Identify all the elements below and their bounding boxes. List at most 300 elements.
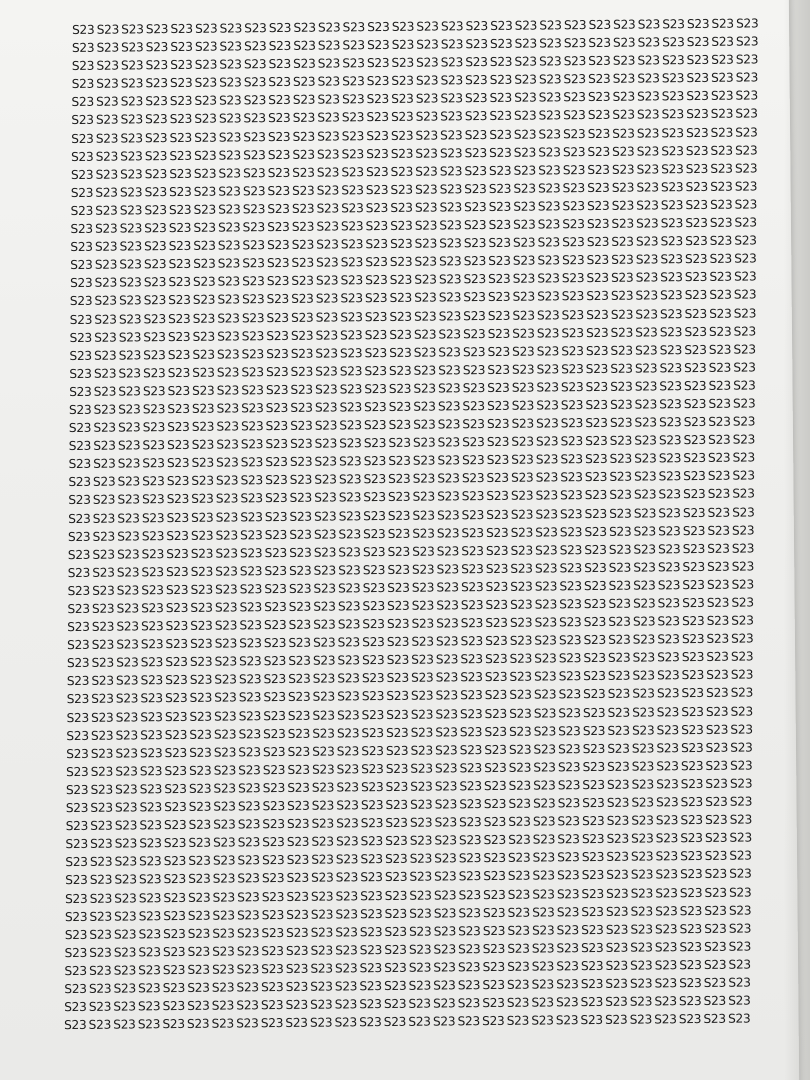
repeated-label: S23 [389,273,413,288]
repeated-label: S23 [113,999,136,1014]
repeated-label: S23 [679,939,702,954]
repeated-label: S23 [91,619,115,634]
repeated-label: S23 [556,904,580,919]
repeated-label: S23 [360,798,384,813]
repeated-label: S23 [436,562,460,577]
repeated-label: S23 [509,669,532,685]
repeated-label: S23 [655,849,679,864]
repeated-label: S23 [118,348,142,363]
repeated-label: S23 [605,1012,628,1028]
repeated-label: S23 [337,689,360,704]
repeated-label: S23 [167,365,191,380]
repeated-label: S23 [611,162,635,177]
repeated-label: S23 [387,580,410,595]
repeated-label: S23 [562,235,585,250]
repeated-label: S23 [190,564,214,579]
repeated-label: S23 [612,108,635,123]
repeated-label: S23 [334,961,358,976]
repeated-label: S23 [661,53,685,68]
repeated-label: S23 [292,183,315,198]
repeated-label: S23 [734,179,758,194]
repeated-label: S23 [360,816,384,831]
repeated-label: S23 [439,200,462,215]
repeated-label: S23 [657,596,681,611]
repeated-label: S23 [484,724,507,739]
repeated-label: S23 [511,452,534,468]
repeated-label: S23 [730,649,754,664]
repeated-label: S23 [218,148,242,163]
repeated-label: S23 [439,164,463,179]
repeated-label: S23 [685,143,709,158]
repeated-label: S23 [293,56,316,72]
repeated-label: S23 [461,453,485,468]
repeated-label: S23 [65,837,88,852]
repeated-label: S23 [485,615,508,631]
repeated-label: S23 [145,58,169,73]
repeated-label: S23 [436,616,459,631]
repeated-label: S23 [682,577,705,593]
repeated-label: S23 [237,817,261,832]
repeated-label: S23 [532,832,556,847]
repeated-label: S23 [215,509,239,525]
repeated-label: S23 [461,525,484,540]
repeated-label: S23 [286,925,309,940]
repeated-label: S23 [635,324,658,340]
repeated-label: S23 [656,777,679,792]
repeated-label: S23 [335,870,359,885]
repeated-label: S23 [732,486,755,502]
repeated-label: S23 [588,35,611,51]
repeated-label: S23 [142,474,165,489]
repeated-label: S23 [141,601,164,616]
repeated-label: S23 [710,125,734,140]
repeated-label: S23 [292,129,315,144]
repeated-label: S23 [686,89,709,104]
repeated-label: S23 [238,690,262,705]
repeated-label: S23 [484,688,508,703]
repeated-label: S23 [580,995,604,1010]
repeated-label: S23 [507,959,530,974]
repeated-label: S23 [212,944,235,959]
repeated-label: S23 [120,130,143,146]
repeated-label: S23 [189,745,212,760]
repeated-label: S23 [708,432,731,448]
repeated-label: S23 [340,327,363,343]
repeated-label: S23 [293,20,316,35]
repeated-label: S23 [562,199,585,214]
repeated-label: S23 [169,130,193,145]
repeated-label: S23 [464,109,488,124]
repeated-label: S23 [507,905,531,920]
repeated-label: S23 [115,728,139,743]
repeated-label: S23 [384,852,408,867]
repeated-label: S23 [365,164,389,179]
repeated-label: S23 [439,218,462,233]
repeated-label: S23 [631,813,654,828]
repeated-label: S23 [193,220,216,235]
repeated-label: S23 [609,488,632,503]
repeated-label: S23 [611,216,634,231]
repeated-label: S23 [317,92,340,108]
repeated-label: S23 [163,890,186,905]
repeated-label: S23 [164,727,188,742]
repeated-label: S23 [309,1015,333,1030]
repeated-label: S23 [69,330,93,345]
repeated-label: S23 [264,581,287,597]
repeated-label: S23 [588,17,611,33]
repeated-label: S23 [582,795,605,811]
repeated-label: S23 [316,255,339,270]
repeated-label: S23 [213,781,236,796]
repeated-label: S23 [735,88,758,104]
repeated-label: S23 [167,383,190,398]
repeated-label: S23 [340,219,364,234]
repeated-label: S23 [532,905,555,920]
repeated-label: S23 [637,35,661,50]
repeated-label: S23 [437,435,461,450]
repeated-label: S23 [465,37,488,52]
repeated-label: S23 [510,525,534,540]
repeated-label: S23 [458,941,481,957]
repeated-label: S23 [539,54,562,69]
repeated-label: S23 [94,239,118,254]
repeated-label: S23 [732,505,755,520]
repeated-label: S23 [632,705,655,720]
repeated-label: S23 [361,743,384,759]
repeated-label: S23 [115,746,138,761]
repeated-label: S23 [140,727,163,743]
repeated-label: S23 [411,616,434,631]
repeated-label: S23 [583,578,607,594]
repeated-label: S23 [310,943,333,958]
repeated-label: S23 [636,180,659,195]
repeated-label: S23 [237,853,260,868]
repeated-label: S23 [659,397,682,412]
repeated-label: S23 [463,272,486,287]
repeated-label: S23 [291,237,315,253]
repeated-label: S23 [166,492,190,507]
repeated-label: S23 [385,743,409,758]
repeated-label: S23 [440,55,464,70]
repeated-label: S23 [411,652,434,668]
repeated-label: S23 [387,598,410,614]
repeated-label: S23 [287,708,311,723]
repeated-label: S23 [388,435,411,451]
repeated-label: S23 [290,346,314,361]
repeated-label: S23 [261,889,285,904]
repeated-label: S23 [93,420,116,435]
repeated-label: S23 [730,722,753,737]
repeated-label: S23 [631,777,654,792]
repeated-label: S23 [288,599,312,614]
repeated-label: S23 [464,91,488,106]
repeated-label: S23 [637,71,660,86]
repeated-label: S23 [535,470,559,485]
repeated-label: S23 [218,184,241,199]
repeated-label: S23 [728,939,752,954]
repeated-label: S23 [169,76,193,91]
repeated-label: S23 [488,254,511,269]
repeated-label: S23 [219,57,242,72]
repeated-label: S23 [364,309,388,324]
repeated-label: S23 [656,740,679,756]
repeated-label: S23 [563,54,587,69]
repeated-label: S23 [192,293,216,308]
repeated-label: S23 [212,889,236,905]
repeated-label: S23 [315,382,338,397]
repeated-label: S23 [389,309,412,324]
repeated-label: S23 [654,921,678,937]
repeated-label: S23 [116,655,139,670]
repeated-label: S23 [92,547,115,562]
repeated-label: S23 [538,144,561,160]
repeated-label: S23 [238,763,261,778]
repeated-label: S23 [458,833,482,848]
repeated-label: S23 [457,1014,480,1029]
repeated-label: S23 [218,129,242,145]
repeated-label: S23 [659,415,682,430]
repeated-label: S23 [440,19,464,34]
repeated-label: S23 [606,886,629,901]
repeated-label: S23 [636,107,660,123]
repeated-label: S23 [458,905,481,920]
repeated-label: S23 [436,598,459,613]
repeated-label: S23 [383,1014,407,1030]
repeated-label: S23 [506,977,530,992]
repeated-label: S23 [660,179,684,195]
repeated-label: S23 [119,221,143,236]
repeated-label: S23 [410,707,434,722]
repeated-label: S23 [337,617,361,632]
repeated-label: S23 [534,561,558,576]
repeated-label: S23 [581,922,604,937]
repeated-label: S23 [684,270,708,285]
repeated-label: S23 [557,868,580,883]
repeated-label: S23 [360,834,384,849]
repeated-label: S23 [287,744,310,759]
repeated-label: S23 [212,853,236,868]
repeated-label: S23 [362,580,386,596]
repeated-label: S23 [266,310,289,325]
repeated-label: S23 [315,364,338,379]
repeated-label: S23 [408,978,432,993]
repeated-label: S23 [359,942,383,958]
repeated-label: S23 [317,56,341,71]
repeated-label: S23 [334,997,358,1012]
repeated-label: S23 [509,651,533,667]
repeated-label: S23 [188,817,212,833]
repeated-label: S23 [538,163,561,178]
repeated-label: S23 [606,777,630,792]
repeated-label: S23 [262,817,285,832]
repeated-label: S23 [680,813,703,828]
repeated-label: S23 [341,110,365,125]
repeated-label: S23 [168,220,192,236]
repeated-label: S23 [238,726,261,742]
repeated-label: S23 [482,995,505,1011]
repeated-label: S23 [315,346,338,361]
repeated-label: S23 [336,816,359,831]
repeated-label: S23 [559,542,583,558]
repeated-label: S23 [533,778,556,793]
repeated-label: S23 [731,559,755,574]
repeated-label: S23 [435,670,459,685]
repeated-label: S23 [239,564,263,579]
repeated-label: S23 [290,418,313,433]
repeated-label: S23 [584,452,608,467]
repeated-label: S23 [462,362,486,378]
repeated-label: S23 [164,799,187,815]
repeated-label: S23 [335,906,358,922]
repeated-label: S23 [316,201,339,216]
repeated-label: S23 [582,741,606,756]
repeated-label: S23 [457,978,481,993]
repeated-label: S23 [96,58,119,73]
repeated-label: S23 [268,93,291,108]
repeated-label: S23 [710,107,734,122]
repeated-label: S23 [609,451,633,467]
repeated-label: S23 [438,290,462,305]
repeated-label: S23 [341,128,365,143]
repeated-label: S23 [89,963,112,978]
repeated-label: S23 [705,722,729,737]
repeated-label: S23 [90,800,113,815]
repeated-label: S23 [243,129,266,144]
repeated-label: S23 [94,293,117,309]
repeated-label: S23 [728,885,752,900]
repeated-label: S23 [679,921,703,936]
repeated-label: S23 [187,890,211,905]
repeated-label: S23 [637,89,660,104]
repeated-label: S23 [410,725,434,740]
repeated-label: S23 [735,106,758,122]
repeated-label: S23 [363,472,386,487]
repeated-label: S23 [678,994,702,1009]
repeated-label: S23 [613,17,636,32]
repeated-label: S23 [290,400,313,415]
repeated-label: S23 [92,565,115,580]
repeated-label: S23 [114,800,138,815]
repeated-label: S23 [95,113,119,128]
repeated-label: S23 [119,257,142,272]
repeated-label: S23 [533,705,557,721]
repeated-label: S23 [562,180,586,196]
repeated-label: S23 [486,434,510,450]
repeated-label: S23 [656,722,680,738]
repeated-label: S23 [242,238,265,253]
repeated-label: S23 [216,383,240,398]
repeated-label: S23 [286,816,310,832]
repeated-label: S23 [559,524,583,539]
repeated-label: S23 [311,798,335,813]
repeated-label: S23 [583,687,606,702]
repeated-label: S23 [512,289,535,305]
repeated-label: S23 [586,307,609,322]
repeated-label: S23 [412,435,436,450]
repeated-label: S23 [384,960,407,975]
repeated-label: S23 [461,471,485,486]
repeated-label: S23 [410,797,433,812]
repeated-label: S23 [585,415,608,431]
repeated-label: S23 [187,998,210,1014]
repeated-label: S23 [262,744,286,759]
repeated-label: S23 [217,256,241,271]
repeated-label: S23 [170,58,193,73]
repeated-label: S23 [316,237,339,252]
repeated-label: S23 [654,976,677,991]
repeated-label: S23 [237,907,260,923]
repeated-label: S23 [117,510,140,526]
repeated-label: S23 [264,563,287,578]
repeated-label: S23 [115,764,138,779]
repeated-label: S23 [363,436,387,451]
repeated-label: S23 [267,238,290,253]
repeated-label: S23 [484,652,508,667]
repeated-label: S23 [336,780,359,795]
repeated-label: S23 [462,344,486,359]
repeated-label: S23 [264,527,288,542]
repeated-label: S23 [365,237,388,252]
repeated-label: S23 [166,546,189,561]
repeated-label: S23 [240,437,264,452]
repeated-label: S23 [361,761,384,777]
repeated-label: S23 [315,328,338,343]
repeated-label: S23 [507,923,530,938]
repeated-label: S23 [733,378,756,393]
repeated-label: S23 [483,869,506,884]
repeated-label: S23 [459,760,483,776]
repeated-label: S23 [534,651,557,666]
repeated-label: S23 [213,799,236,814]
repeated-label: S23 [169,112,193,127]
repeated-label: S23 [510,507,534,522]
repeated-label: S23 [116,601,140,616]
repeated-label: S23 [238,744,261,760]
repeated-label: S23 [461,543,484,559]
repeated-label: S23 [114,854,137,869]
repeated-label: S23 [140,673,164,688]
repeated-label: S23 [413,309,437,324]
repeated-label: S23 [213,835,236,850]
repeated-label: S23 [90,782,113,797]
repeated-label: S23 [142,438,165,453]
repeated-label: S23 [316,183,340,198]
repeated-label: S23 [465,19,488,34]
repeated-label: S23 [242,220,266,235]
repeated-label: S23 [143,293,167,308]
repeated-label: S23 [558,723,581,739]
repeated-label: S23 [65,873,88,888]
repeated-label: S23 [143,257,167,272]
repeated-label: S23 [192,311,216,326]
repeated-label: S23 [559,506,583,521]
repeated-label: S23 [487,398,510,414]
repeated-label: S23 [261,979,284,995]
repeated-label: S23 [194,57,218,73]
repeated-label: S23 [162,999,185,1014]
repeated-label: S23 [611,198,635,213]
repeated-label: S23 [90,728,114,743]
repeated-label: S23 [608,614,631,629]
repeated-label: S23 [364,363,387,378]
repeated-label: S23 [70,258,93,273]
repeated-label: S23 [312,671,336,687]
repeated-label: S23 [412,489,436,505]
repeated-label: S23 [508,778,532,793]
repeated-label: S23 [559,597,582,612]
repeated-label: S23 [239,545,263,561]
repeated-label: S23 [170,21,193,37]
